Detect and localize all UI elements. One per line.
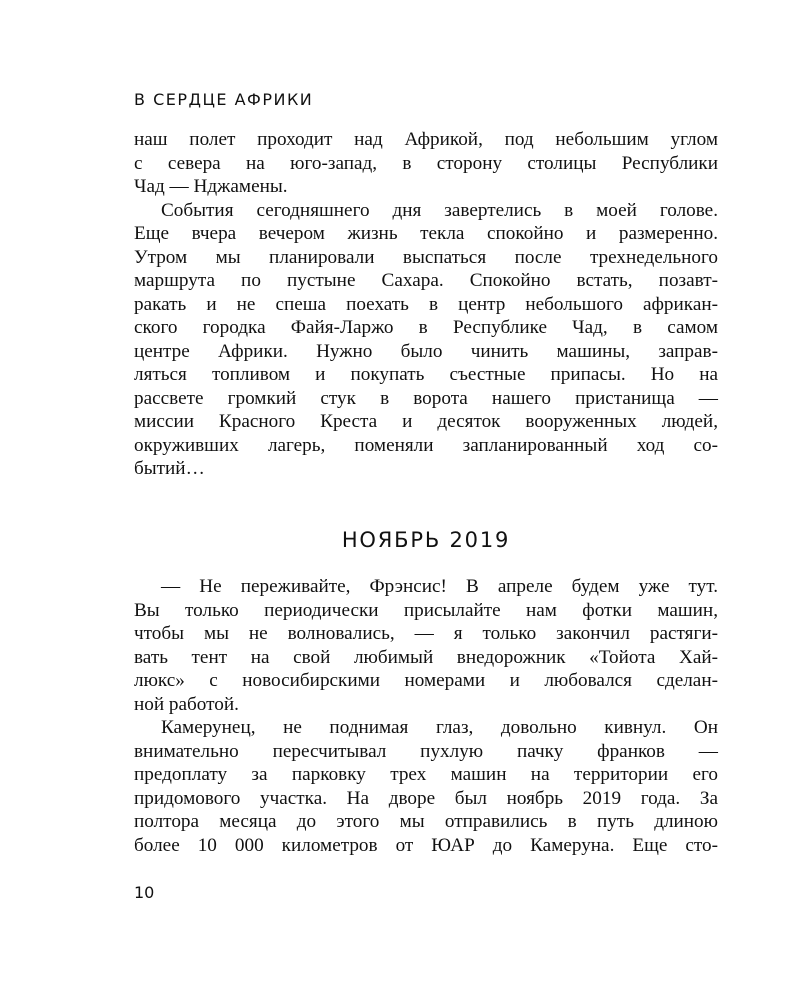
paragraph [134, 716, 718, 857]
text-line: Утром мы планировали выспаться после трехнедельного [134, 246, 718, 268]
text-line: с севера на юго-запад, в сторону столицы Республики [134, 152, 718, 174]
text-line: Камерунец, не поднимая глаз, довольно кивнул. Он [161, 717, 718, 738]
text-line: ной работой. [134, 693, 239, 715]
paragraph [134, 199, 718, 481]
text-line: более 10 000 километров от ЮАР до Камеруна. Еще сто- [134, 834, 718, 856]
text-line: внимательно пересчитывал пухлую пачку франков — [134, 740, 718, 762]
text-block-intro [134, 128, 718, 481]
text-line: наш полет проходит над Африкой, под небольшим углом [134, 129, 718, 150]
text-line: придомового участка. На дворе был ноябрь 2019 года. За [134, 787, 718, 809]
paragraph [134, 575, 718, 716]
running-header: В СЕРДЦЕ АФРИКИ [134, 90, 314, 109]
text-line: бытий… [134, 458, 205, 479]
text-line: миссии Красного Креста и десяток вооруженных людей, [134, 411, 718, 432]
text-line: предоплату за парковку трех машин на территории его [134, 764, 718, 785]
text-line: ского городка Файя-Ларжо в Республике Чад, в самом [134, 317, 718, 338]
text-line: ракать и не спеша поехать в центр небольшого африкан- [134, 293, 718, 315]
text-line: маршрута по пустыне Сахара. Спокойно встать, позавт- [134, 270, 718, 291]
text-line: чтобы мы не волновались, — я только закончил растяги- [134, 623, 718, 644]
text-line: полтора месяца до этого мы отправились в путь длиною [134, 811, 718, 832]
text-line: Чад — Нджамены. [134, 176, 288, 197]
text-line: Еще вчера вечером жизнь текла спокойно и размеренно. [134, 223, 718, 244]
text-block-november [134, 575, 718, 857]
text-line: центре Африки. Нужно было чинить машины, заправ- [134, 340, 718, 362]
text-line: окруживших лагерь, поменяли запланированный ход со- [134, 434, 718, 456]
text-line: ляться топливом и покупать съестные припасы. Но на [134, 364, 718, 385]
text-line: События сегодняшнего дня завертелись в моей голове. [161, 199, 718, 221]
section-heading: НОЯБРЬ 2019 [341, 528, 511, 552]
text-line: вать тент на свой любимый внедорожник «Тойота Хай- [134, 646, 718, 668]
text-line: люкс» с новосибирскими номерами и любовался сделан- [134, 670, 718, 691]
page-number: 10 [134, 883, 155, 902]
text-line: рассвете громкий стук в ворота нашего пристанища — [134, 387, 718, 409]
text-line: — Не переживайте, Фрэнсис! В апреле будем уже тут. [161, 576, 718, 597]
text-line: Вы только периодически присылайте нам фотки машин, [134, 599, 718, 621]
paragraph [134, 128, 718, 199]
